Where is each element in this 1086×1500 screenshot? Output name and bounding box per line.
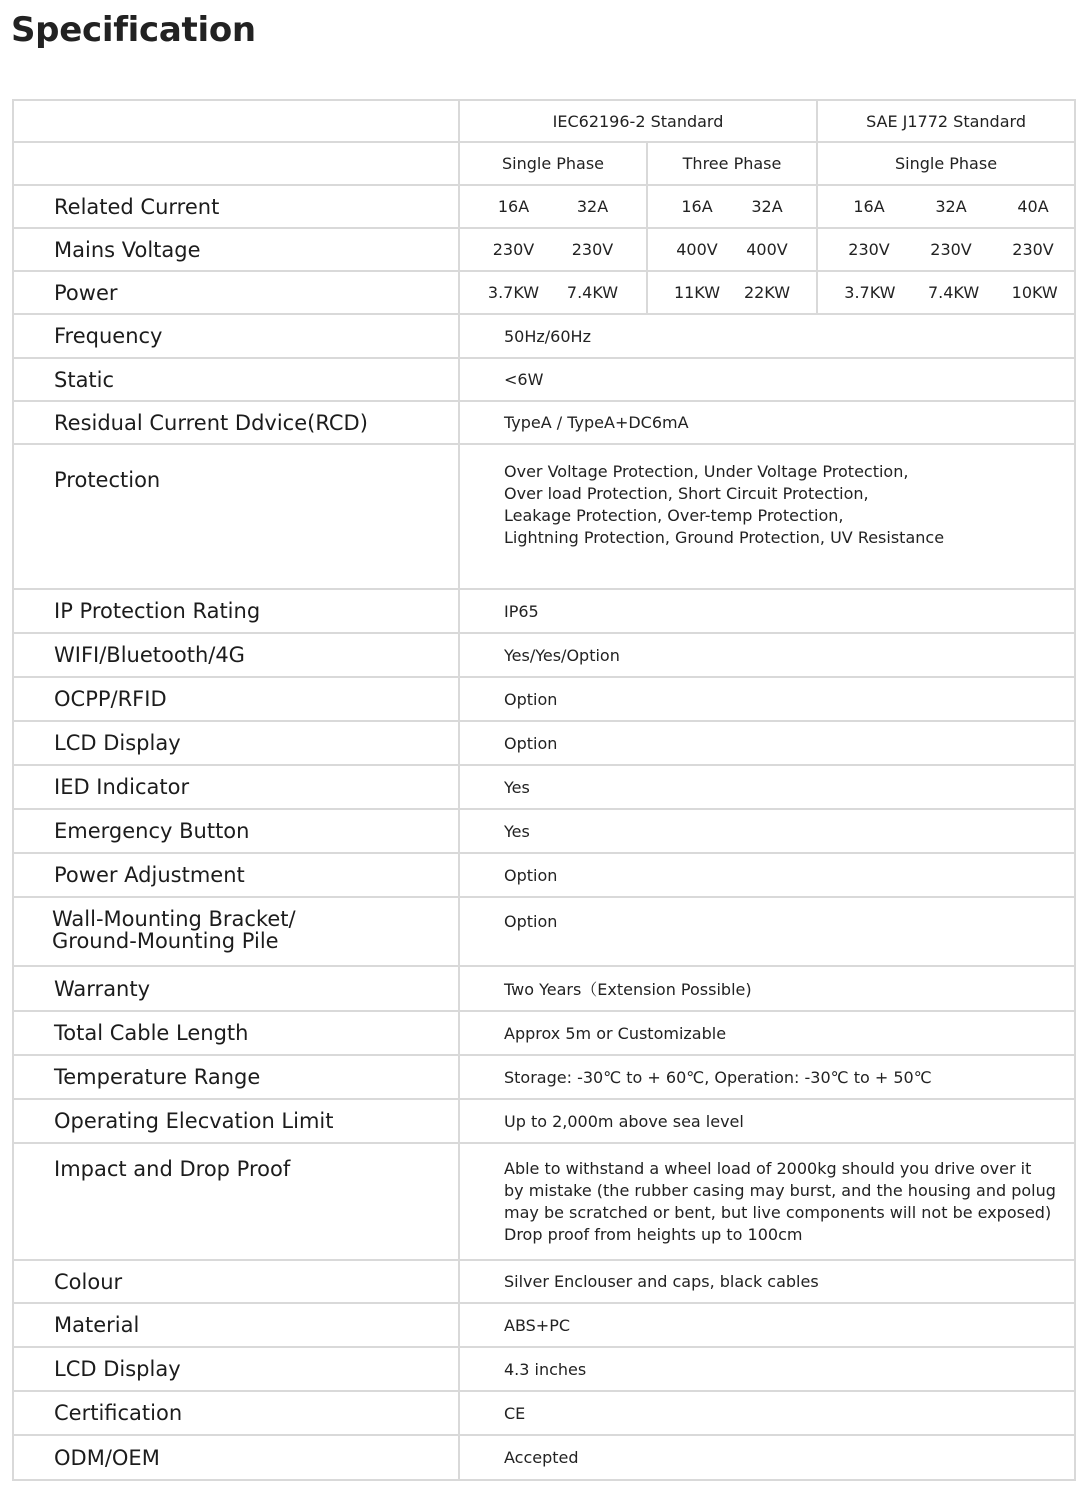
table-row [13, 1391, 1075, 1435]
value-current: 16A [681, 197, 713, 216]
cell-sae-current [817, 185, 1075, 228]
mounting-label-line: Ground-Mounting Pile [52, 929, 279, 953]
impact-line: by mistake (the rubber casing may burst, and the housing and polug [504, 1181, 1056, 1200]
table-row [13, 633, 1075, 677]
table-row [13, 185, 1075, 228]
impact-line: may be scratched or bent, but live components will not be exposed) [504, 1203, 1052, 1222]
protection-line: Leakage Protection, Over-temp Protection, [504, 506, 844, 525]
value-current: 40A [1017, 197, 1049, 216]
row-value-impact [459, 1143, 1075, 1260]
row-label-ocpp-rfid: OCPP/RFID [13, 677, 459, 721]
cell-iec-three-voltage [647, 228, 817, 271]
row-label-certification: Certification [13, 1391, 459, 1435]
row-value-elevation: Up to 2,000m above sea level [459, 1099, 1075, 1143]
value-power: 3.7KW [844, 283, 896, 302]
row-value-colour: Silver Enclouser and caps, black cables [459, 1260, 1075, 1303]
value-power: 7.4KW [566, 283, 619, 302]
row-value-power-adjustment: Option [459, 853, 1075, 897]
row-label-elevation: Operating Elecvation Limit [13, 1099, 459, 1143]
value-power: 7.4KW [927, 283, 980, 302]
table-row [13, 765, 1075, 809]
table-row [13, 271, 1075, 314]
value-power: 3.7KW [487, 283, 540, 302]
table-row [13, 401, 1075, 444]
row-value-protection [459, 444, 1075, 589]
header-iec-single-phase: Single Phase [459, 142, 647, 185]
row-value-ocpp-rfid: Option [459, 677, 1075, 721]
value-current: 32A [751, 197, 783, 216]
value-power: 10KW [1011, 283, 1058, 302]
table-row [13, 1260, 1075, 1303]
table-row [13, 721, 1075, 765]
row-value-odm-oem: Accepted [459, 1435, 1075, 1480]
value-voltage: 230V [848, 240, 890, 259]
cell-iec-single-voltage [459, 228, 647, 271]
row-value-emergency-button: Yes [459, 809, 1075, 853]
row-value-led-indicator: Yes [459, 765, 1075, 809]
row-label-colour: Colour [13, 1260, 459, 1303]
header-empty-cell [13, 100, 459, 142]
value-power: 22KW [743, 283, 791, 302]
value-voltage: 400V [746, 240, 788, 259]
row-value-lcd-size: 4.3 inches [459, 1347, 1075, 1391]
row-value-connectivity: Yes/Yes/Option [459, 633, 1075, 677]
row-label-rcd: Residual Current Ddvice(RCD) [13, 401, 459, 444]
row-label-warranty: Warranty [13, 966, 459, 1011]
row-label-protection: Protection [13, 444, 459, 589]
table-row [13, 1011, 1075, 1055]
value-voltage: 230V [930, 240, 972, 259]
value-current: 16A [853, 197, 885, 216]
row-label-mounting [13, 897, 459, 966]
protection-line: Over Voltage Protection, Under Voltage Protection, [504, 462, 909, 481]
row-value-static: <6W [459, 358, 1075, 401]
value-current: 32A [935, 197, 967, 216]
table-row [13, 677, 1075, 721]
table-row [13, 853, 1075, 897]
header-sae-standard: SAE J1772 Standard [817, 100, 1075, 142]
header-sae-single-phase: Single Phase [817, 142, 1075, 185]
row-value-rcd: TypeA / TypeA+DC6mA [459, 401, 1075, 444]
header-iec-three-phase: Three Phase [647, 142, 817, 185]
protection-line: Over load Protection, Short Circuit Protection, [504, 484, 869, 503]
row-label-material: Material [13, 1303, 459, 1347]
table-row [13, 966, 1075, 1011]
row-value-cable-length: Approx 5m or Customizable [459, 1011, 1075, 1055]
row-label-static: Static [13, 358, 459, 401]
row-label-led-indicator: IED Indicator [13, 765, 459, 809]
row-label-lcd-display: LCD Display [13, 721, 459, 765]
row-value-ip-rating: IP65 [459, 589, 1075, 633]
row-value-lcd-display: Option [459, 721, 1075, 765]
row-label-cable-length: Total Cable Length [13, 1011, 459, 1055]
cell-iec-single-power [459, 271, 647, 314]
header-row-standards [13, 100, 1075, 142]
table-row [13, 1435, 1075, 1480]
row-value-temperature: Storage: -30℃ to + 60℃, Operation: -30℃ to + 50℃ [459, 1055, 1075, 1099]
row-label-temperature: Temperature Range [13, 1055, 459, 1099]
table-row [13, 1347, 1075, 1391]
protection-line: Lightning Protection, Ground Protection, UV Resistance [504, 528, 945, 547]
spec-table [12, 99, 1076, 1481]
value-voltage: 400V [676, 240, 718, 259]
table-row [13, 1143, 1075, 1260]
value-voltage: 230V [1012, 240, 1054, 259]
table-row [13, 358, 1075, 401]
table-row [13, 1055, 1075, 1099]
row-label-emergency-button: Emergency Button [13, 809, 459, 853]
cell-sae-voltage [817, 228, 1075, 271]
cell-iec-three-current [647, 185, 817, 228]
table-row [13, 809, 1075, 853]
row-label-current: Related Current [13, 185, 459, 228]
row-label-power-adjustment: Power Adjustment [13, 853, 459, 897]
row-label-ip-rating: IP Protection Rating [13, 589, 459, 633]
mounting-label-line: Wall-Mounting Bracket/ [52, 907, 296, 931]
row-label-impact: Impact and Drop Proof [13, 1143, 459, 1260]
row-value-material: ABS+PC [459, 1303, 1075, 1347]
header-empty-cell [13, 142, 459, 185]
row-label-frequency: Frequency [13, 314, 459, 358]
value-voltage: 230V [571, 240, 614, 259]
cell-iec-single-current [459, 185, 647, 228]
table-row [13, 1303, 1075, 1347]
row-value-mounting: Option [459, 897, 1075, 966]
cell-sae-power [817, 271, 1075, 314]
impact-line: Able to withstand a wheel load of 2000kg should you drive over it [504, 1159, 1032, 1178]
table-row [13, 228, 1075, 271]
row-label-lcd-size: LCD Display [13, 1347, 459, 1391]
header-iec-standard: IEC62196-2 Standard [459, 100, 817, 142]
page-title: Specification [11, 10, 256, 50]
value-current: 16A [497, 197, 530, 216]
value-voltage: 230V [492, 240, 535, 259]
cell-iec-three-power [647, 271, 817, 314]
row-value-frequency: 50Hz/60Hz [459, 314, 1075, 358]
row-label-connectivity: WIFI/Bluetooth/4G [13, 633, 459, 677]
row-label-voltage: Mains Voltage [13, 228, 459, 271]
header-row-phases [13, 142, 1075, 185]
value-power: 11KW [673, 283, 721, 302]
table-row [13, 589, 1075, 633]
row-label-power: Power [13, 271, 459, 314]
row-value-certification: CE [459, 1391, 1075, 1435]
table-row [13, 897, 1075, 966]
table-row [13, 314, 1075, 358]
impact-line: Drop proof from heights up to 100cm [504, 1225, 803, 1244]
table-row [13, 444, 1075, 589]
table-row [13, 1099, 1075, 1143]
row-value-warranty: Two Years（Extension Possible) [459, 966, 1075, 1011]
value-current: 32A [576, 197, 609, 216]
row-label-odm-oem: ODM/OEM [13, 1435, 459, 1480]
